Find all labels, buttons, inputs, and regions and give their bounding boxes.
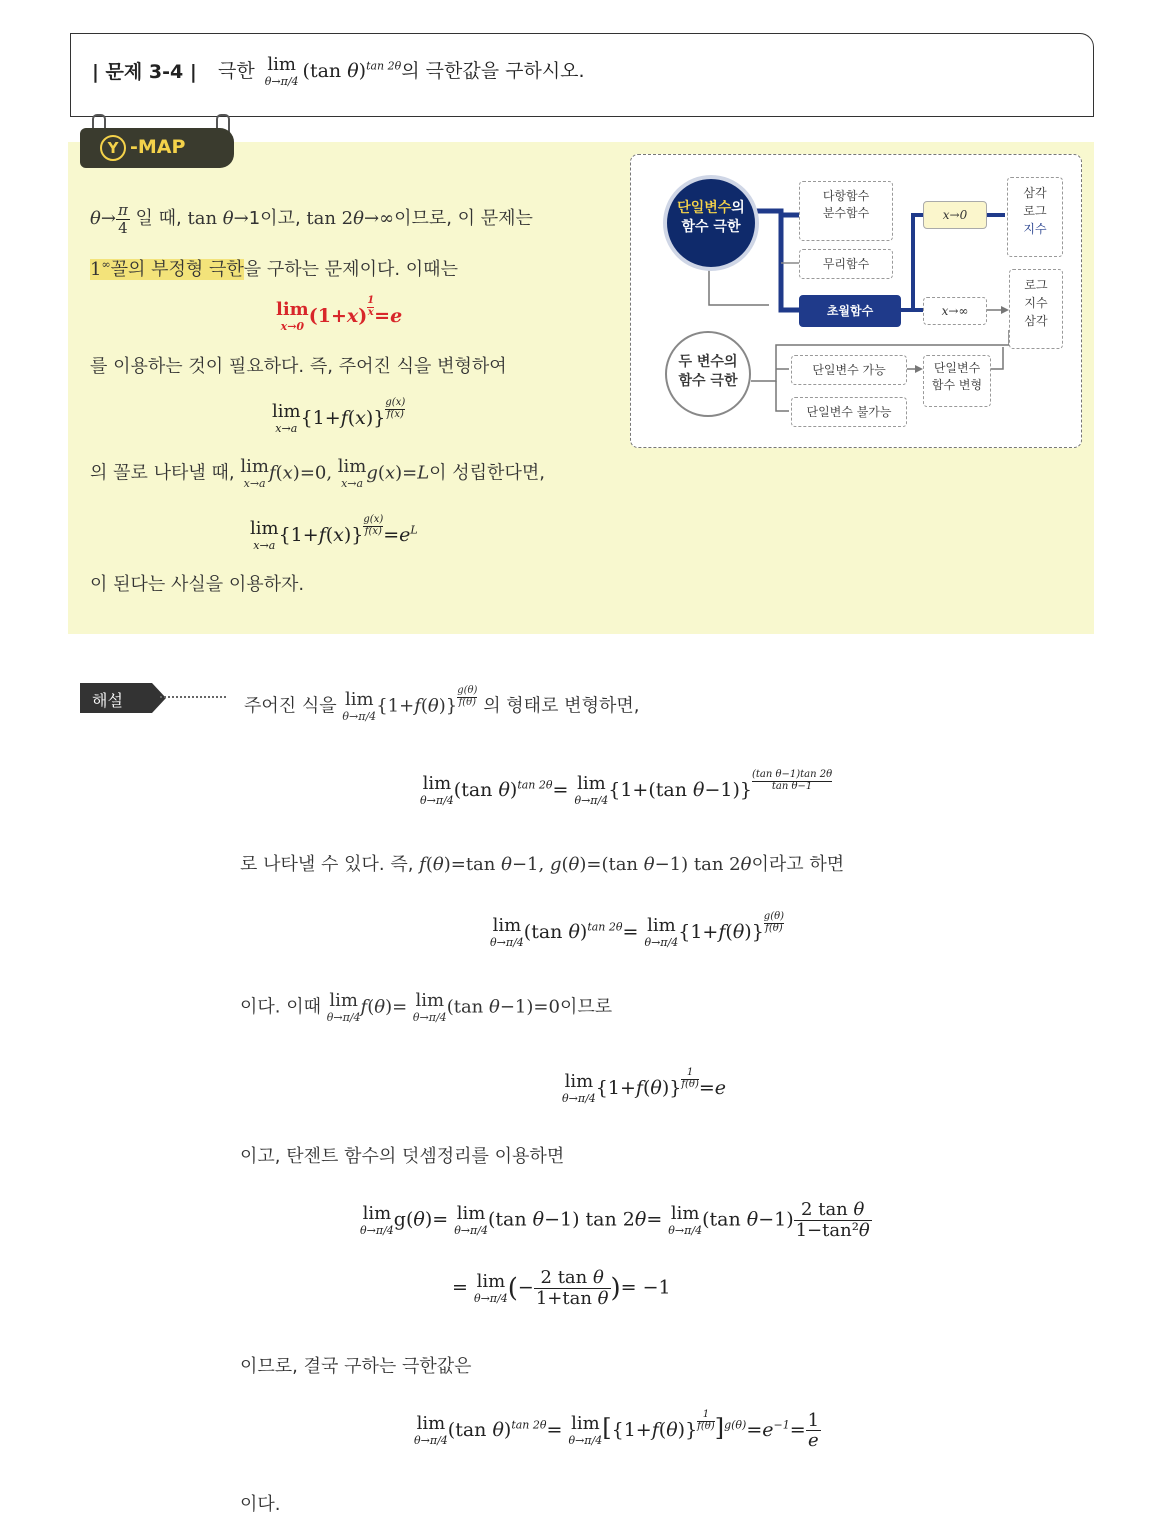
solution-equation-3: lim θ→π/4 {1+f(θ)} $\frac{1}{f(\theta)}=e$ <box>562 1067 727 1106</box>
ymap-highlight: 꼴의 부정형 극한 <box>110 259 244 280</box>
trig-log-exp-group-node: 삼각 로그 지수 <box>1007 177 1063 257</box>
ymap-line2-rest: 을 구하는 문제이다. 이때는 <box>243 259 458 280</box>
solution-line-6: 이다. <box>240 1494 281 1515</box>
ymap-line-3: 를 이용하는 것이 필요하다. 즉, 주어진 식을 변형하여 <box>90 356 507 377</box>
x-to-infinity-node: x→∞ <box>923 297 987 325</box>
solution-badge <box>80 683 152 713</box>
ymap-badge-label: -MAP <box>130 136 186 158</box>
ymap-line-5: 이 된다는 사실을 이용하자. <box>90 574 305 595</box>
concept-map-diagram <box>630 154 1082 448</box>
ymap-badge <box>80 128 234 168</box>
single-variable-impossible-node: 단일변수 불가능 <box>791 397 907 427</box>
ymap-line4-prefix: 의 꼴로 나타낼 때, <box>90 462 235 484</box>
solution-line2-suffix: 이라고 하면 <box>751 854 845 875</box>
solution-line3-suffix: 이므로 <box>559 996 613 1018</box>
irrational-function-node: 무리함수 <box>799 249 893 279</box>
solution-equation-1: lim θ→π/4 (tan θ)$^{tan 2\theta}$= lim θ→π/4 {1+(tan θ−1)} $\frac{\text{(tan θ−1)tan 2θ}}{\text{tan θ−1}}$ <box>420 769 833 808</box>
ymap-line-1: θ→ $\frac{\pi}{4}$ 일 때, tan θ→1이고, tan 2θ→∞이므로, 이 문제는 <box>90 201 533 237</box>
solution-equation-4: lim θ→π/4 g(θ)= lim θ→π/4 (tan θ−1) tan 2θ= lim θ→π/4 (tan θ−1) $\frac{\text{2 tan θ}}{\text{1−tan²θ}}$ <box>360 1199 870 1241</box>
solution-line-4: 이고, 탄젠트 함수의 덧셈정리를 이용하면 <box>240 1146 565 1167</box>
transcendental-function-node: 초월함수 <box>799 295 901 327</box>
solution-line1-prefix: 주어진 식을 <box>244 695 337 717</box>
ymap-rest: 이므로, 이 문제는 <box>394 208 533 229</box>
solution-line-2: 로 나타낼 수 있다. 즉, f(θ)=tan θ−1, g(θ)=(tan θ−1) tan 2θ이라고 하면 <box>240 854 845 875</box>
solution-equation-2: lim θ→π/4 (tan θ)$^{tan 2\theta}$= lim θ→π/4 {1+f(θ)} $\frac{g(\theta)}{f(\theta)}$ <box>490 911 785 950</box>
x-to-zero-node: x→0 <box>923 201 987 229</box>
two-variable-limit-node: 두 변수의 함수 극한 <box>665 331 751 417</box>
ymap-line-2: 1∞꼴의 부정형 극한을 구하는 문제이다. 이때는 <box>90 258 458 280</box>
solution-line1-suffix: 의 형태로 변형하면, <box>483 695 640 717</box>
solution-line3-prefix: 이다. 이때 <box>240 996 321 1018</box>
single-variable-transform-node: 단일변수 함수 변형 <box>923 355 991 407</box>
solution-badge-label: 해설 <box>92 691 123 710</box>
problem-label: | 문제 3-4 | <box>92 61 197 83</box>
formula-e-limit: lim x→0 (1+x) $\frac{1}{x}=e$ <box>276 295 403 334</box>
limit-expression: lim θ→π/4 <box>264 54 299 88</box>
y-logo-icon: Y <box>100 135 126 161</box>
problem-text-after: 의 극한값을 구하시오. <box>401 60 585 82</box>
problem-statement: 극한 lim θ→π/4 (tan θ)$^{tan 2\theta}$의 극한값을 구하시오. <box>218 54 585 88</box>
single-variable-limit-node: 단일변수의 함수 극한 <box>663 175 759 271</box>
solution-line-1: 주어진 식을 lim θ→π/4 {1+f(θ)} $\frac{g(\theta)}{f(\theta)}$ 의 형태로 변형하면, <box>244 685 640 723</box>
problem-text-before: 극한 <box>218 60 255 82</box>
ymap-line4-suffix: 이 성립한다면, <box>429 462 545 484</box>
solution-line-3: 이다. 이때 lim θ→π/4 f(θ)= lim θ→π/4 (tan θ−1)=0이므로 <box>240 990 613 1024</box>
polynomial-fraction-node: 다항함수 분수함수 <box>799 181 893 241</box>
log-exp-trig-group-node: 로그 지수 삼각 <box>1009 269 1063 349</box>
solution-line-5: 이므로, 결국 구하는 극한값은 <box>240 1356 472 1377</box>
ymap-line-4: 의 꼴로 나타낼 때, lim x→a f(x)=0, lim x→a g(x)=L이 성립한다면, <box>90 456 545 490</box>
single-variable-possible-node: 단일변수 가능 <box>791 355 907 385</box>
solution-equation-5: = lim θ→π/4 (− $\frac{\text{2 tan θ}}{\text{1+tan θ}}$ )= −1 <box>452 1267 671 1309</box>
badge-arrow-icon <box>152 683 166 713</box>
solution-equation-final: lim θ→π/4 (tan θ)$^{tan 2\theta}$= lim θ→π/4 [{1+f(θ)} $\frac{1}{f(\theta)}]^{g(\theta)}=e^{-1}=$ $\frac{1}{e}$ <box>414 1409 820 1452</box>
dotted-leader <box>160 696 226 698</box>
solution-line2-prefix: 로 나타낼 수 있다. 즉, <box>240 854 414 875</box>
ymap-tan-one: 1이고, <box>248 208 301 229</box>
ymap-when: 일 때, <box>135 208 182 229</box>
formula-e-to-l: lim x→a {1+f(x)} $\frac{g(x)}{f(x)}=e^L$ <box>250 514 418 553</box>
formula-general-form: lim x→a {1+f(x)} $\frac{g(x)}{f(x)}$ <box>272 397 406 436</box>
